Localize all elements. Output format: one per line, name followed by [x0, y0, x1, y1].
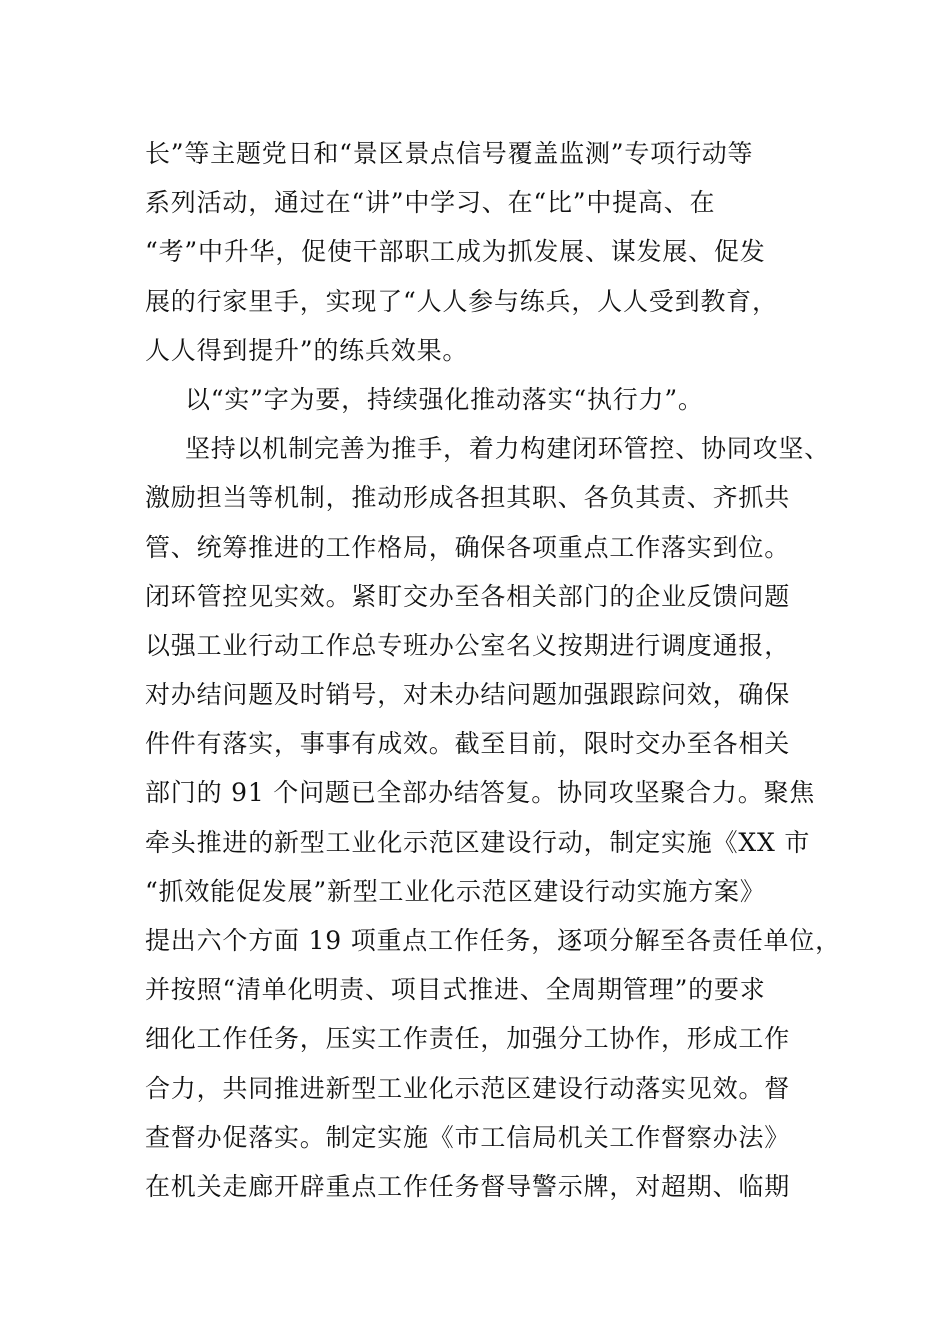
text-line: 人人得到提升”的练兵效果。	[145, 335, 469, 365]
text-line: 以强工业行动工作总专班办公室名义按期进行调度通报，	[145, 630, 791, 660]
text-line: 提出六个方面 19 项重点工作任务，逐项分解至各责任单位，	[145, 926, 841, 955]
body-text	[145, 129, 841, 1211]
text-line: 件件有落实，事事有成效。截至目前，限时交办至各相关	[145, 729, 791, 759]
text-line: 细化工作任务，压实工作责任，加强分工协作，形成工作	[145, 1024, 791, 1054]
text-line: 坚持以机制完善为推手，着力构建闭环管控、协同攻坚、	[185, 434, 831, 464]
text-line: 管、统筹推进的工作格局，确保各项重点工作落实到位。	[145, 532, 791, 562]
text-line: 在机关走廊开辟重点工作任务督导警示牌，对超期、临期	[145, 1171, 791, 1201]
text-line: “考”中升华，促使干部职工成为抓发展、谋发展、促发	[145, 237, 766, 267]
text-line: 合力，共同推进新型工业化示范区建设行动落实见效。督	[145, 1073, 791, 1103]
text-line: “抓效能促发展”新型工业化示范区建设行动实施方案》	[145, 876, 766, 906]
text-line: 对办结问题及时销号，对未办结问题加强跟踪问效，确保	[145, 680, 791, 710]
text-line: 展的行家里手，实现了“人人参与练兵，人人受到教育，	[145, 286, 778, 316]
text-line: 查督办促落实。制定实施《市工信局机关工作督察办法》	[145, 1122, 791, 1152]
text-line: 激励担当等机制，推动形成各担其职、各负其责、齐抓共	[145, 483, 791, 513]
text-line: 部门的 91 个问题已全部办结答复。协同攻坚聚合力。聚焦	[145, 778, 816, 808]
text-line: 闭环管控见实效。紧盯交办至各相关部门的企业反馈问题	[145, 581, 791, 611]
section-heading-line: 以“实”字为要，持续强化推动落实“执行力”。	[185, 384, 704, 414]
text-line: 长”等主题党日和“景区景点信号覆盖监测”专项行动等	[145, 139, 754, 168]
text-line: 系列活动，通过在“讲”中学习、在“比”中提高、在	[145, 188, 716, 218]
text-line: 牵头推进的新型工业化示范区建设行动，制定实施《XX 市	[145, 827, 811, 857]
text-line: 并按照“清单化明责、项目式推进、全周期管理”的要求	[145, 975, 766, 1005]
